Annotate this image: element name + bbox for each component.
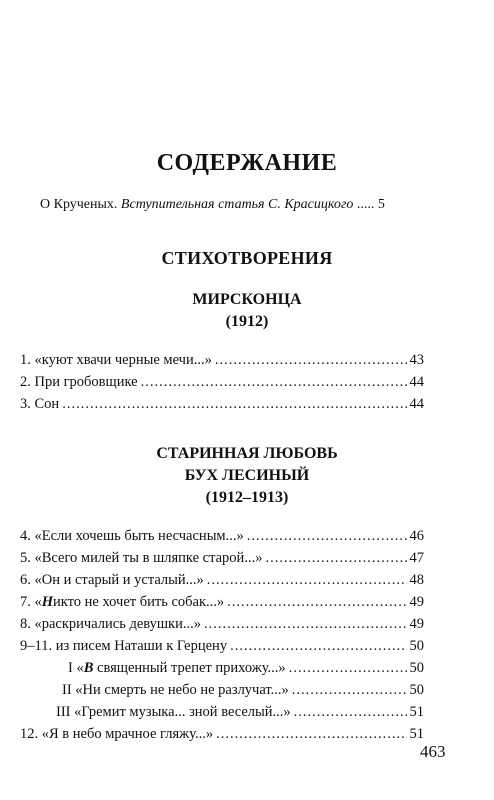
entry-page: 46: [409, 528, 424, 544]
intro-entry: [40, 197, 440, 213]
entry-title-bold-letter: Н: [41, 594, 54, 610]
entry-page: 51: [409, 726, 424, 742]
contents-heading: СОДЕРЖАНИЕ: [156, 150, 338, 176]
entry-page: 49: [409, 594, 424, 610]
entry-title-start: 7. «: [20, 594, 42, 610]
toc-entry: [62, 680, 424, 700]
entry-title-rest: священный трепет прихожу...»: [93, 660, 286, 676]
intro-title: Вступительная статья С. Красицкого: [120, 197, 354, 212]
entry-title: III «Гремит музыка... зной веселый...»: [56, 704, 291, 720]
entry-page: 48: [409, 572, 424, 588]
toc-entry: [20, 350, 424, 370]
entry-title: [68, 658, 286, 678]
book2-title-line2: БУХ ЛЕСИНЫЙ: [184, 467, 310, 484]
section-heading: СТИХОТВОРЕНИЯ: [161, 248, 333, 268]
toc-entry: [20, 372, 424, 392]
toc-entry: [20, 724, 424, 744]
dot-leader: [141, 372, 407, 392]
entry-title-bold-letter: В: [83, 660, 94, 676]
entry-title: II «Ни смерть не небо не разлучат...»: [62, 682, 289, 698]
toc-entry: [20, 394, 424, 414]
intro-leader: .....: [353, 197, 375, 212]
entry-title: 6. «Он и старый и усталый...»: [20, 572, 204, 588]
entry-page: 50: [409, 660, 424, 676]
entry-title: 2. При гробовщике: [20, 374, 138, 390]
dot-leader: [62, 394, 406, 414]
toc-entry: [68, 658, 424, 678]
entry-page: 43: [409, 352, 424, 368]
entry-title: 5. «Всего милей ты в шляпке старой...»: [20, 550, 263, 566]
entry-title-start: I «: [68, 660, 84, 676]
entry-page: 50: [409, 682, 424, 698]
dot-leader: [294, 702, 407, 722]
book1-year: (1912): [225, 313, 269, 330]
toc-entry: [20, 636, 424, 656]
toc-entry: [20, 526, 424, 546]
toc-entry: [56, 702, 424, 722]
dot-leader: [289, 658, 407, 678]
dot-leader: [247, 526, 407, 546]
entry-title: 1. «куют хвачи черные мечи...»: [20, 352, 212, 368]
entry-title: [20, 592, 224, 612]
toc-entry: [20, 570, 424, 590]
entry-page: 49: [409, 616, 424, 632]
entry-page: 47: [409, 550, 424, 566]
entry-title: 3. Сон: [20, 396, 60, 412]
entry-title: 8. «раскричались девушки...»: [20, 616, 201, 632]
dot-leader: [265, 548, 406, 568]
dot-leader: [292, 680, 407, 700]
entry-title: 4. «Если хочешь быть несчасным...»: [20, 528, 244, 544]
book1-title: МИРСКОНЦА: [192, 291, 302, 308]
entry-title: 12. «Я в небо мрачное гляжу...»: [20, 726, 214, 742]
dot-leader: [207, 570, 407, 590]
entry-page: 44: [409, 396, 424, 412]
dot-leader: [216, 724, 406, 744]
dot-leader: [215, 350, 407, 370]
intro-page: 5: [377, 197, 385, 212]
dot-leader: [227, 592, 406, 612]
entry-title: 9–11. из писем Наташи к Герцену: [20, 638, 228, 654]
entry-page: 51: [409, 704, 424, 720]
page-number: 463: [420, 742, 446, 761]
toc-entry: [20, 614, 424, 634]
entry-page: 44: [409, 374, 424, 390]
toc-entry: [20, 592, 424, 612]
intro-author: О Крученых.: [40, 197, 121, 212]
book2-year: (1912–1913): [205, 489, 289, 506]
toc-entry: [20, 548, 424, 568]
entry-title-rest: икто не хочет бить собак...»: [53, 594, 225, 610]
book2-title-line1: СТАРИННАЯ ЛЮБОВЬ: [156, 445, 338, 462]
dot-leader: [230, 636, 406, 656]
dot-leader: [204, 614, 407, 634]
entry-page: 50: [409, 638, 424, 654]
